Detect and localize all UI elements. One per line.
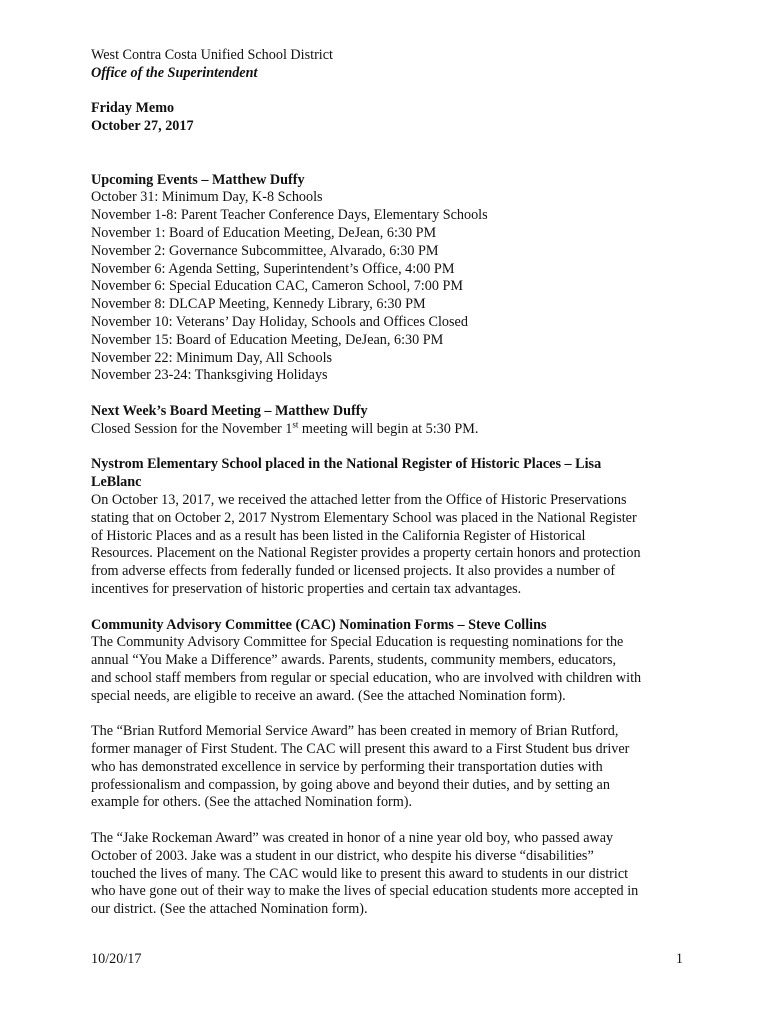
paragraph-line: The “Brian Rutford Memorial Service Award” has been created in memory of Brian Rutford, bbox=[91, 723, 619, 740]
memo-page bbox=[91, 47, 691, 919]
district-name: West Contra Costa Unified School District bbox=[91, 47, 333, 63]
cac-paragraph-3 bbox=[91, 830, 691, 919]
paragraph-line: our district. (See the attached Nomination form). bbox=[91, 901, 368, 918]
paragraph-line: The Community Advisory Committee for Special Education is requesting nominations for the bbox=[91, 634, 624, 651]
memo-title: Friday Memo bbox=[91, 100, 175, 117]
nystrom-paragraph bbox=[91, 492, 691, 599]
cac-paragraph-2 bbox=[91, 723, 691, 812]
paragraph-line: On October 13, 2017, we received the attached letter from the Office of Historic Preservations bbox=[91, 491, 627, 508]
upcoming-events-heading: Upcoming Events – Matthew Duffy bbox=[91, 171, 305, 188]
paragraph-line: stating that on October 2, 2017 Nystrom Elementary School was placed in the National Register bbox=[91, 509, 637, 526]
paragraph-line: touched the lives of many. The CAC would like to present this award to students in our district bbox=[91, 865, 629, 882]
board-meeting-heading: Next Week’s Board Meeting – Matthew Duffy bbox=[91, 402, 368, 419]
paragraph-line: The “Jake Rockeman Award” was created in honor of a nine year old boy, who passed away bbox=[91, 830, 614, 847]
event-item: November 2: Governance Subcommittee, Alvarado, 6:30 PM bbox=[91, 242, 439, 259]
nystrom-heading: Nystrom Elementary School placed in the National Register of Historic Places – Lisa bbox=[91, 456, 602, 473]
paragraph-line: Resources. Placement on the National Register provides a property certain honors and protection bbox=[91, 545, 641, 562]
event-item: November 1-8: Parent Teacher Conference Days, Elementary Schools bbox=[91, 207, 488, 224]
office-name: Office of the Superintendent bbox=[91, 64, 258, 81]
paragraph-line: annual “You Make a Difference” awards. Parents, students, community members, educators, bbox=[91, 652, 617, 669]
event-item: November 1: Board of Education Meeting, DeJean, 6:30 PM bbox=[91, 224, 437, 241]
board-meeting-text: Closed Session for the November 1st meeting will begin at 5:30 PM. bbox=[91, 419, 479, 437]
cac-heading: Community Advisory Committee (CAC) Nomination Forms – Steve Collins bbox=[91, 616, 547, 633]
paragraph-line: example for others. (See the attached Nomination form). bbox=[91, 794, 413, 811]
event-item: November 6: Special Education CAC, Cameron School, 7:00 PM bbox=[91, 278, 463, 295]
event-item: November 15: Board of Education Meeting, DeJean, 6:30 PM bbox=[91, 331, 444, 348]
event-item: November 6: Agenda Setting, Superintendent’s Office, 4:00 PM bbox=[91, 260, 455, 277]
nystrom-heading-cont: LeBlanc bbox=[91, 474, 142, 491]
event-item: November 10: Veterans’ Day Holiday, Schools and Offices Closed bbox=[91, 313, 468, 330]
page-number: 1 bbox=[675, 951, 683, 967]
paragraph-line: former manager of First Student. The CAC will present this award to a First Student bus driver bbox=[91, 741, 630, 758]
events-list bbox=[91, 189, 691, 385]
paragraph-line: special needs, are eligible to receive an award. (See the attached Nomination form). bbox=[91, 687, 566, 704]
paragraph-line: and school staff members from regular or special education, who are involved with children with bbox=[91, 669, 642, 686]
event-item: November 23-24: Thanksgiving Holidays bbox=[91, 367, 328, 384]
paragraph-line: of Historic Places and as a result has been listed in the California Register of Historical bbox=[91, 527, 586, 544]
memo-date: October 27, 2017 bbox=[91, 118, 194, 135]
footer-date: 10/20/17 bbox=[91, 951, 142, 967]
event-item: November 8: DLCAP Meeting, Kennedy Library, 6:30 PM bbox=[91, 296, 426, 313]
paragraph-line: October of 2003. Jake was a student in our district, who despite his diverse “disabilities” bbox=[91, 847, 594, 864]
event-item: November 22: Minimum Day, All Schools bbox=[91, 349, 333, 366]
paragraph-line: who have gone out of their way to make the lives of special education students more accepted in bbox=[91, 883, 639, 900]
paragraph-line: incentives for preservation of historic properties and certain tax advantages. bbox=[91, 580, 522, 597]
event-item: October 31: Minimum Day, K-8 Schools bbox=[91, 189, 323, 206]
paragraph-line: who has demonstrated excellence in service by performing their transportation duties with bbox=[91, 758, 603, 775]
cac-paragraph-1 bbox=[91, 634, 691, 705]
paragraph-line: from adverse effects from federally funded or licensed projects. It also provides a number of bbox=[91, 563, 616, 580]
paragraph-line: professionalism and compassion, by going above and beyond their duties, and by setting an bbox=[91, 776, 610, 793]
